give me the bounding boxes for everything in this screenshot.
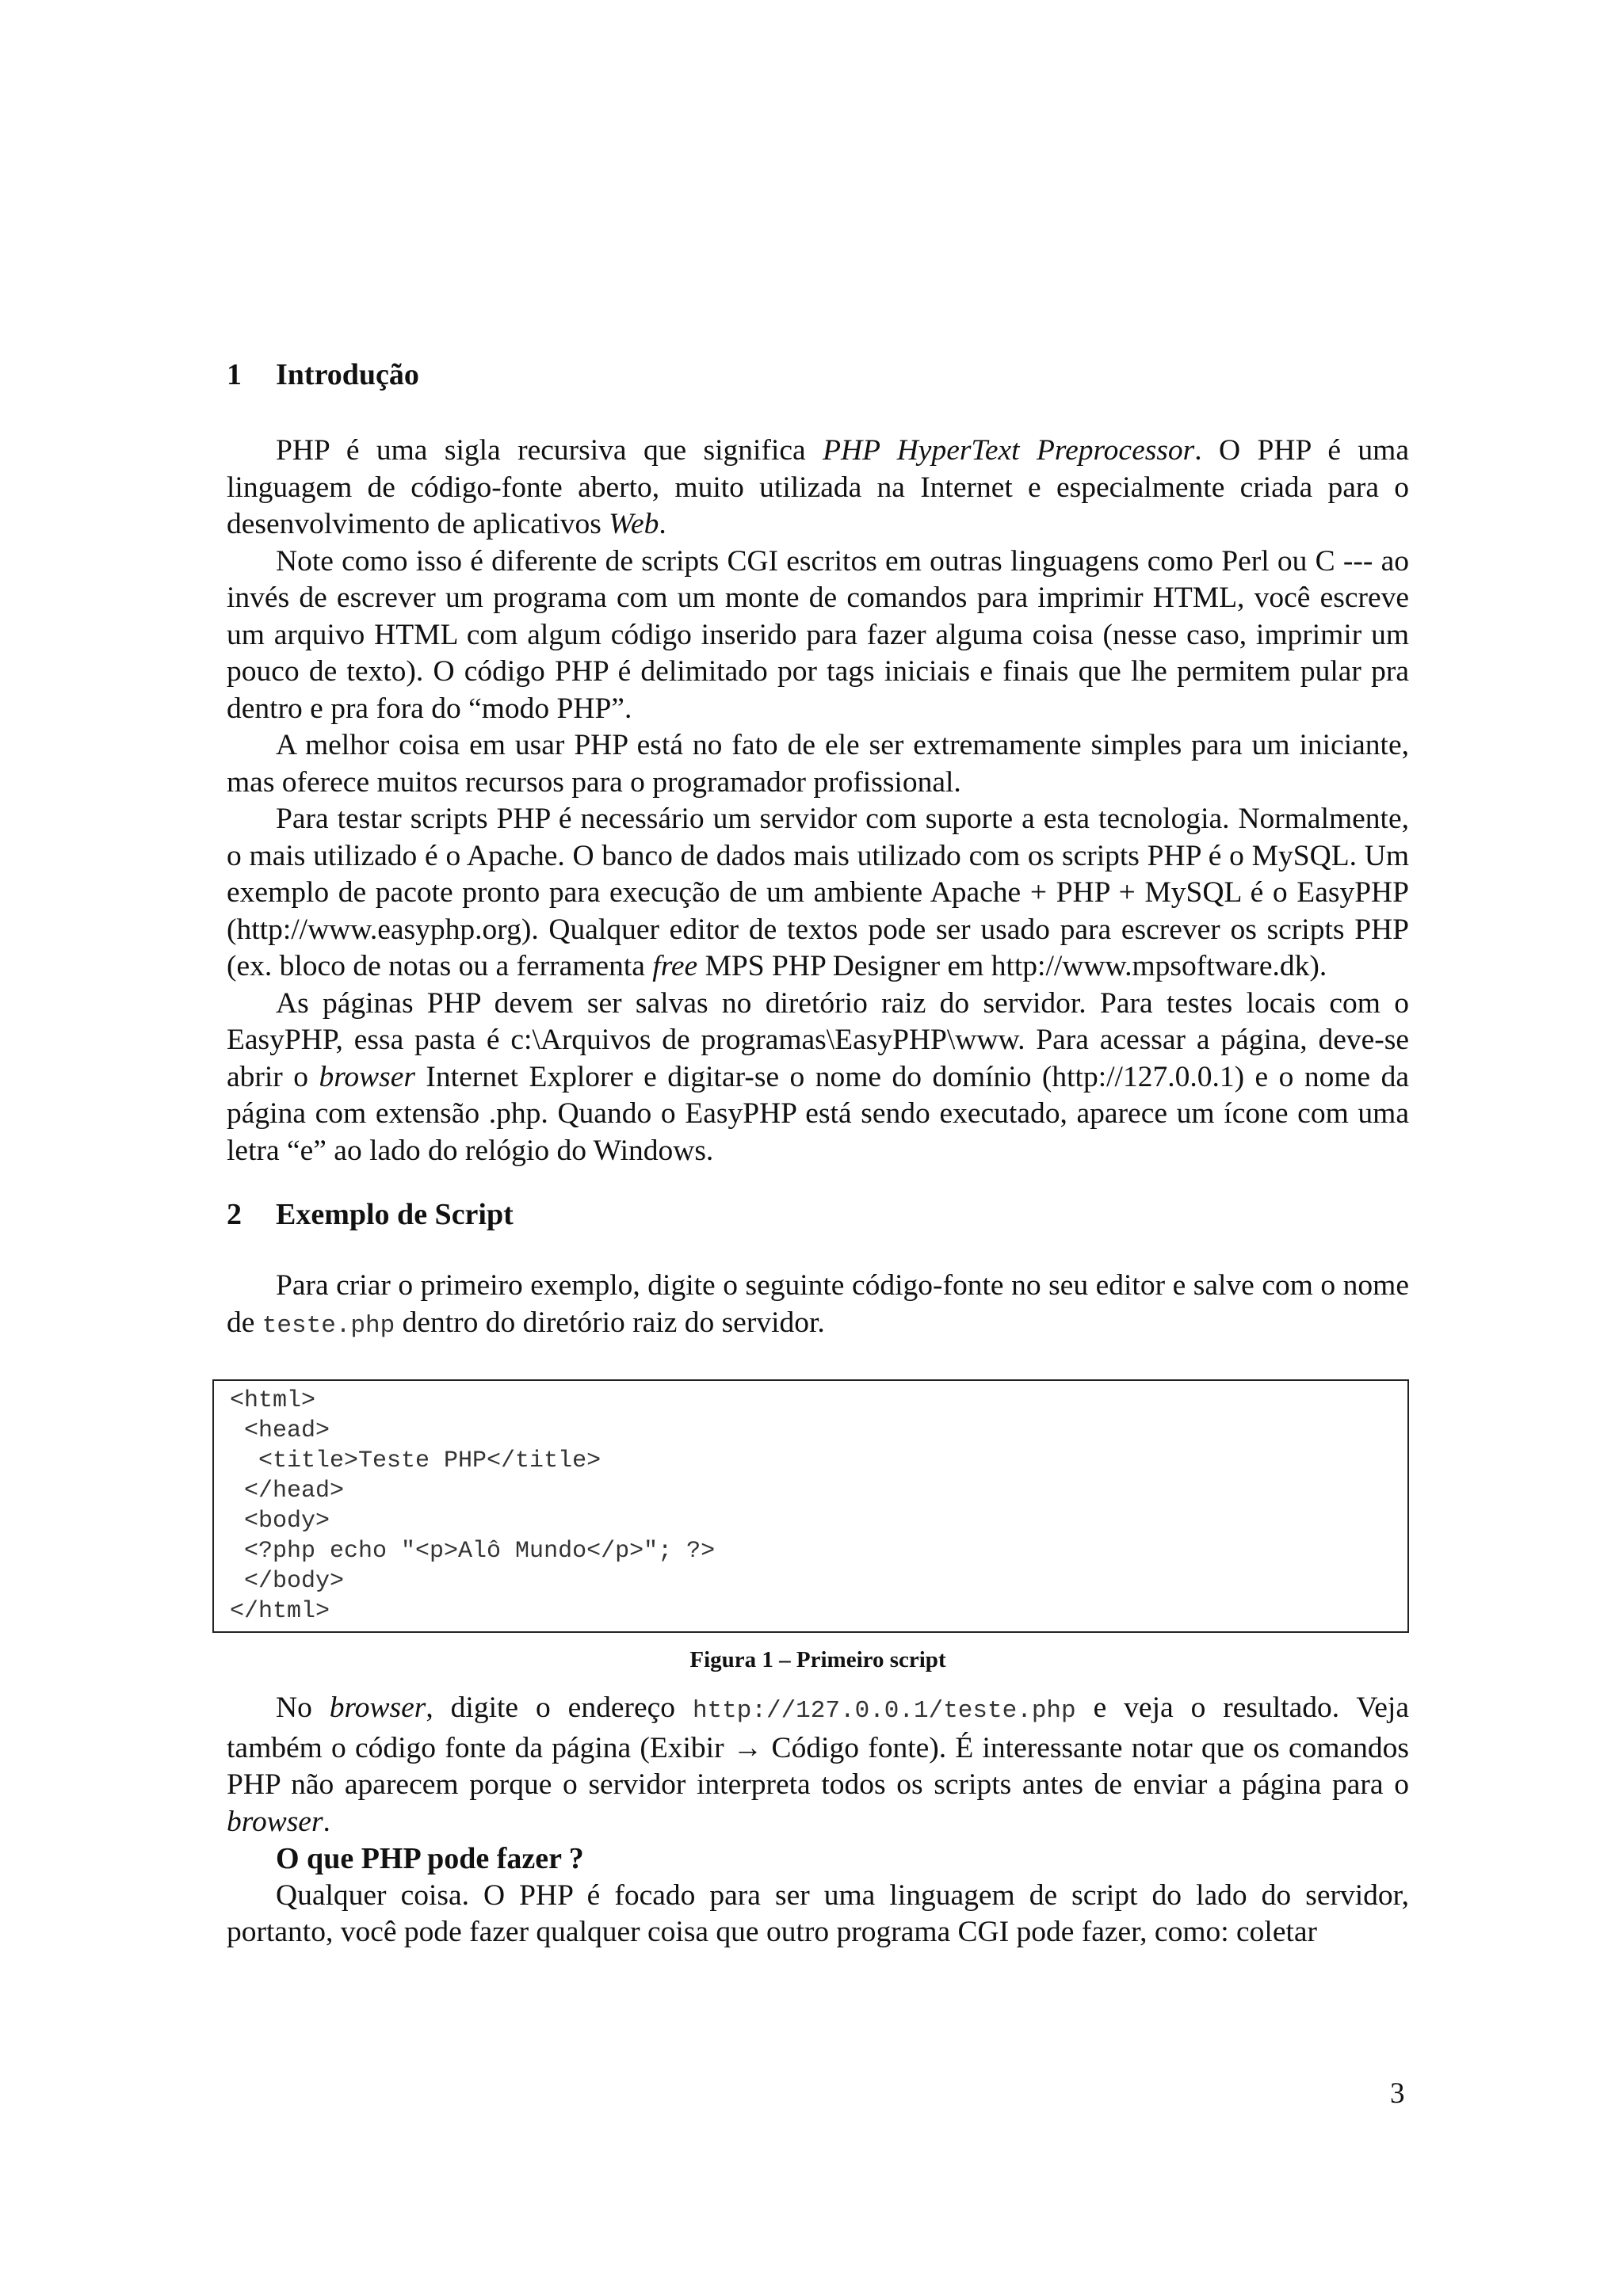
page-number: 3 bbox=[1390, 2077, 1405, 2110]
document-page bbox=[227, 353, 1409, 1951]
section-1-number: 1 bbox=[227, 358, 242, 391]
code-line: <body> bbox=[230, 1508, 330, 1535]
section-1-heading bbox=[227, 353, 1409, 396]
intro-paragraph-2: Note como isso é diferente de scripts CGI escritos em outras linguagens como Perl ou C --- ao invés de escrever um programa com um monte de comandos para imprimir HTML, você escreve um arquivo HTML com algum código inserido para fazer alguma coisa (nesse caso, imprimir um pouco de texto). O código PHP é delimitado por tags iniciais e finais que lhe permitem pular pra dentro e pra fora do “modo PHP”. bbox=[227, 544, 1409, 725]
intro-paragraph-3: A melhor coisa em usar PHP está no fato de ele ser extremamente simples para um iniciante, mas oferece muitos recursos para o programador profissional. bbox=[227, 729, 1409, 799]
code-line: <?php echo "<p>Alô Mundo</p>"; ?> bbox=[230, 1538, 716, 1565]
arrow-icon: → bbox=[732, 1731, 763, 1764]
section-2-title: Exemplo de Script bbox=[276, 1198, 514, 1231]
intro-paragraph-1: PHP é uma sigla recursiva que significa PHP HyperText Preprocessor. O PHP é uma linguagem de código-fonte aberto, muito utilizada na Internet e especialmente criada para o desenvolvimento de aplicativos Web. bbox=[227, 434, 1409, 540]
code-line: <head> bbox=[230, 1417, 330, 1444]
code-line: <html> bbox=[230, 1387, 316, 1414]
example-paragraph-1: Para criar o primeiro exemplo, digite o seguinte código-fonte no seu editor e salve com o nome de teste.php dentro do diretório raiz do servidor. bbox=[227, 1269, 1409, 1340]
intro-paragraph-5: As páginas PHP devem ser salvas no diretório raiz do servidor. Para testes locais com o EasyPHP, essa pasta é c:\Arquivos de programas\EasyPHP\www. Para acessar a página, deve-se abrir o browser Internet Explorer e digitar-se o nome do domínio (http://127.0.0.1) e o nome da página com extensão .php. Quando o EasyPHP está sendo executado, aparece um ícone com uma letra “e” ao lado do relógio do Windows. bbox=[227, 986, 1409, 1167]
filename-code: teste.php bbox=[262, 1311, 395, 1340]
code-line: </body> bbox=[230, 1568, 345, 1595]
figure-caption: Figura 1 – Primeiro script bbox=[689, 1647, 946, 1672]
code-listing bbox=[212, 1379, 1409, 1633]
code-line: <title>Teste PHP</title> bbox=[230, 1447, 601, 1474]
example-paragraph-3: Qualquer coisa. O PHP é focado para ser uma linguagem de script do lado do servidor, portanto, você pode fazer qualquer coisa que outro programa CGI pode fazer, como: coletar bbox=[227, 1878, 1409, 1948]
section-2-heading bbox=[227, 1193, 1409, 1236]
example-paragraph-2: No browser, digite o endereço http://127.0.0.1/teste.php e veja o resultado. Veja também o código fonte da página (Exibir → Código fonte). É interessante notar que os comandos PHP não aparecem porque o servidor interpreta todos os scripts antes de enviar a página para o browser. bbox=[227, 1691, 1409, 1838]
intro-paragraph-4: Para testar scripts PHP é necessário um servidor com suporte a esta tecnologia. Normalmente, o mais utilizado é o Apache. O banco de dados mais utilizado com os scripts PHP é o MySQL. Um exemplo de pacote pronto para execução de um ambiente Apache + PHP + MySQL é o EasyPHP (http://www.easyphp.org). Qualquer editor de textos pode ser usado para escrever os scripts PHP (ex. bloco de notas ou a ferramenta free MPS PHP Designer em http://www.mpsoftware.dk). bbox=[227, 803, 1409, 982]
subheading: O que PHP pode fazer ? bbox=[276, 1842, 584, 1875]
code-line: </head> bbox=[230, 1478, 345, 1505]
url-code: http://127.0.0.1/teste.php bbox=[692, 1697, 1076, 1725]
section-2-number: 2 bbox=[227, 1198, 242, 1231]
section-1-title: Introdução bbox=[276, 358, 419, 391]
code-line: </html> bbox=[230, 1598, 330, 1625]
